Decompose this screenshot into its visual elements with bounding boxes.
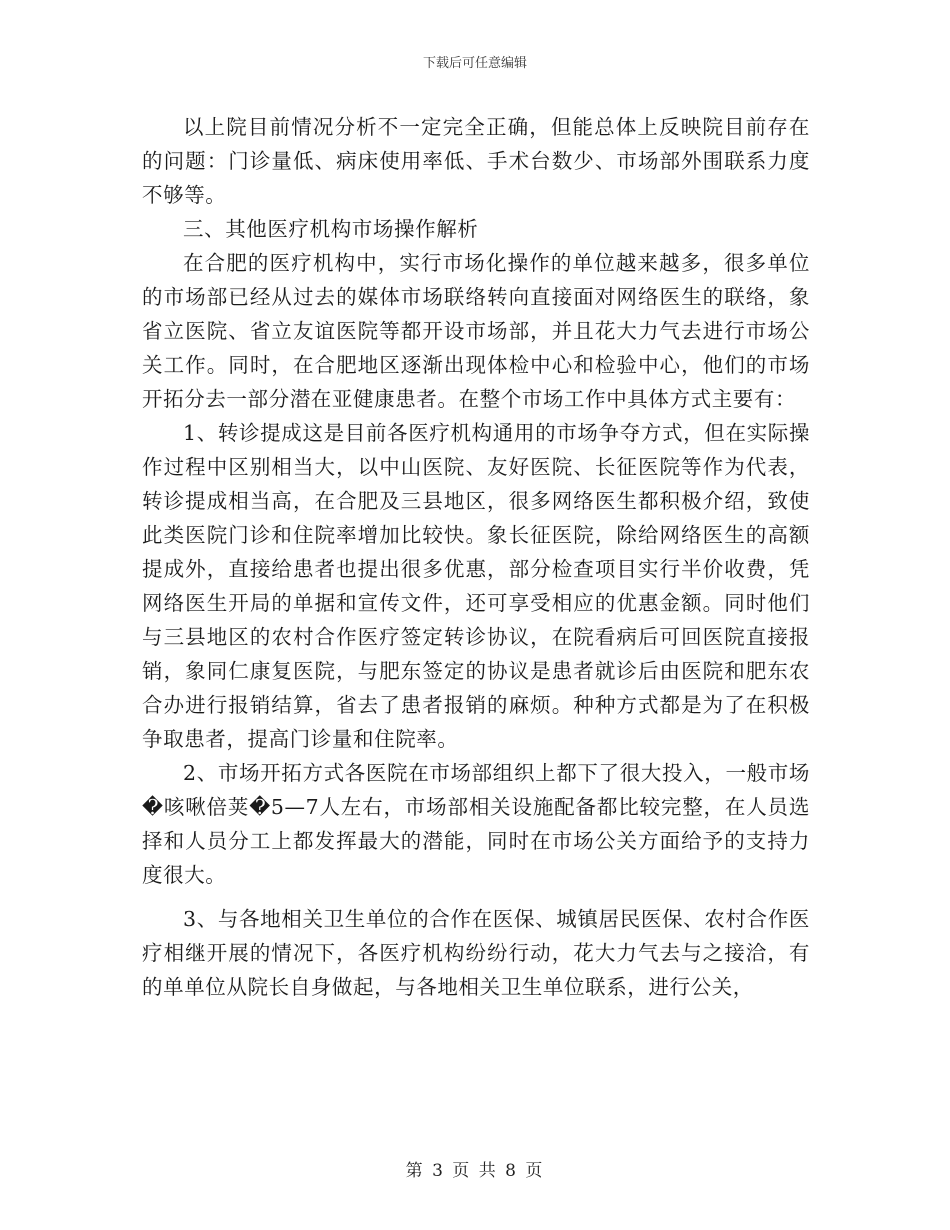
page-header: 下载后可任意编辑 xyxy=(422,56,527,71)
paragraph-item-2: 2、市场开拓方式各医院在市场部组织上都下了很大投入，一般市场�咳啾倍荚�5—7人左右，市场部相关设施配备都比较完整，在人员选择和人员分工上都发挥最大的潜能，同时在市场公关方面给予的支持力度很大。 xyxy=(142,761,810,887)
paragraph-summary: 以上院目前情况分析不一定完全正确，但能总体上反映院目前存在的问题：门诊量低、病床使用率低、手术台数少、市场部外围联系力度不够等。 xyxy=(142,115,810,207)
document-body xyxy=(142,110,810,1004)
page-footer: 第 3 页 共 8 页 xyxy=(405,1161,545,1181)
paragraph-item-3: 3、与各地相关卫生单位的合作在医保、城镇居民医保、农村合作医疗相继开展的情况下，各医疗机构纷纷行动，花大力气去与之接洽，有的单单位从院长自身做起，与各地相关卫生单位联系，进行公关， xyxy=(142,907,810,999)
section-heading: 三、其他医疗机构市场操作解析 xyxy=(183,217,479,241)
paragraph-item-1: 1、转诊提成这是目前各医疗机构通用的市场争夺方式，但在实际操作过程中区别相当大，以中山医院、友好医院、长征医院等作为代表，转诊提成相当高，在合肥及三县地区，很多网络医生都积极介绍，致使此类医院门诊和住院率增加比较快。象长征医院，除给网络医生的高额提成外，直接给患者也提出很多优惠，部分检查项目实行半价收费，凭网络医生开局的单据和宣传文件，还可享受相应的优惠金额。同时他们与三县地区的农村合作医疗签定转诊协议，在院看病后可回医院直接报销，象同仁康复医院，与肥东签定的协议是患者就诊后由医院和肥东农合办进行报销结算，省去了患者报销的麻烦。种种方式都是为了在积极争取患者，提高门诊量和住院率。 xyxy=(142,421,810,751)
paragraph-intro: 在合肥的医疗机构中，实行市场化操作的单位越来越多，很多单位的市场部已经从过去的媒体市场联络转向直接面对网络医生的联络，象省立医院、省立友谊医院等都开设市场部，并且花大力气去进行市场公关工作。同时，在合肥地区逐渐出现体检中心和检验中心，他们的市场开拓分去一部分潜在亚健康患者。在整个市场工作中具体方式主要有： xyxy=(142,251,810,411)
